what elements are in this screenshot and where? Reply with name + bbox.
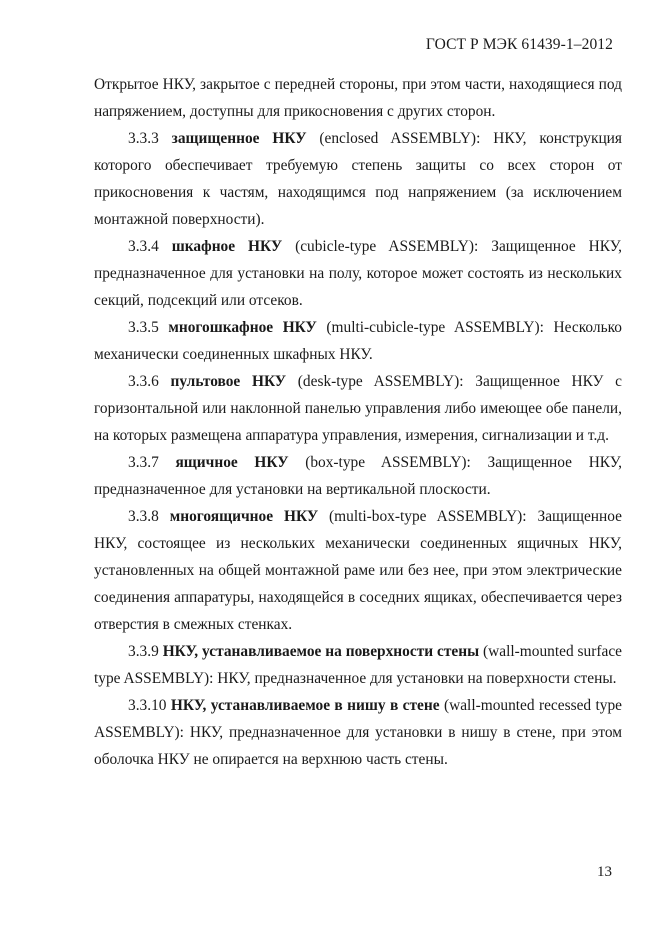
clause-text: (wall-mounted recessed type ASSEMBLY): НКУ, предназначенное для установки в нишу в стене, при этом оболочка НКУ не опирается на верхнюю часть стены. — [94, 697, 622, 768]
clause-term: пультовое НКУ — [170, 373, 287, 390]
clause-text: (multi-box-type ASSEMBLY): Защищенное НКУ, состоящее из нескольких механически соединенных ящичных НКУ, установленных на общей монтажной раме или без нее, при этом электрические соединения аппаратуры, находящейся в соседних ящиках, обеспечивается через отверстия в смежных стенках. — [94, 508, 622, 633]
clause-term: многоящичное НКУ — [169, 508, 319, 525]
clause-3-3-3 — [94, 125, 622, 233]
clause-term: многошкафное НКУ — [168, 319, 317, 336]
clause-number: 3.3.10 — [128, 697, 171, 714]
clause-3-3-4 — [94, 233, 622, 314]
clause-term: НКУ, устанавливаемое в нишу в стене — [170, 697, 440, 714]
clause-3-3-10 — [94, 692, 622, 773]
clause-number: 3.3.7 — [128, 454, 176, 471]
clause-text: (multi-cubicle-type ASSEMBLY): Несколько механически соединенных шкафных НКУ. — [94, 319, 622, 363]
clause-number: 3.3.3 — [128, 130, 172, 147]
clause-3-3-5 — [94, 314, 622, 368]
clause-3-3-6 — [94, 368, 622, 449]
clause-3-3-9 — [94, 638, 622, 692]
clause-number: 3.3.5 — [128, 319, 169, 336]
clause-text: (enclosed ASSEMBLY): НКУ, конструкция которого обеспечивает требуемую степень защиты со всех сторон от прикосновения к частям, находящимся под напряжением (за исключением монтажной поверхности). — [94, 130, 622, 228]
clause-text: (box-type ASSEMBLY): Защищенное НКУ, предназначенное для установки на вертикальной плоскости. — [94, 454, 622, 498]
clause-term: НКУ, устанавливаемое на поверхности стены — [162, 643, 480, 660]
clause-term: ящичное НКУ — [175, 454, 289, 471]
clause-text: (desk-type ASSEMBLY): Защищенное НКУ с горизонтальной или наклонной панелью управления либо имеющее обе панели, на которых размещена аппаратура управления, измерения, сигнализации и т.д. — [94, 373, 622, 444]
clause-term: защищенное НКУ — [171, 130, 307, 147]
clause-number: 3.3.6 — [128, 373, 171, 390]
page-number: 13 — [597, 864, 612, 880]
clause-number: 3.3.8 — [128, 508, 170, 525]
standard-title: ГОСТ Р МЭК 61439-1–2012 — [425, 36, 613, 53]
clause-number: 3.3.9 — [128, 643, 163, 660]
clause-number: 3.3.4 — [128, 238, 172, 255]
clause-text: (wall-mounted surface type ASSEMBLY): НКУ, предназначенное для установки на поверхности стены. — [94, 643, 622, 687]
paragraph-continuation — [94, 71, 622, 125]
paragraph-text: Открытое НКУ, закрытое с передней стороны, при этом части, находящиеся под напряжением, доступны для прикосновения с других сторон. — [94, 76, 622, 120]
document-body — [94, 71, 622, 773]
clause-text: (cubicle-type ASSEMBLY): Защищенное НКУ, предназначенное для установки на полу, которое может состоять из нескольких секций, подсекций или отсеков. — [94, 238, 622, 309]
clause-3-3-8 — [94, 503, 622, 638]
clause-3-3-7 — [94, 449, 622, 503]
clause-term: шкафное НКУ — [171, 238, 283, 255]
